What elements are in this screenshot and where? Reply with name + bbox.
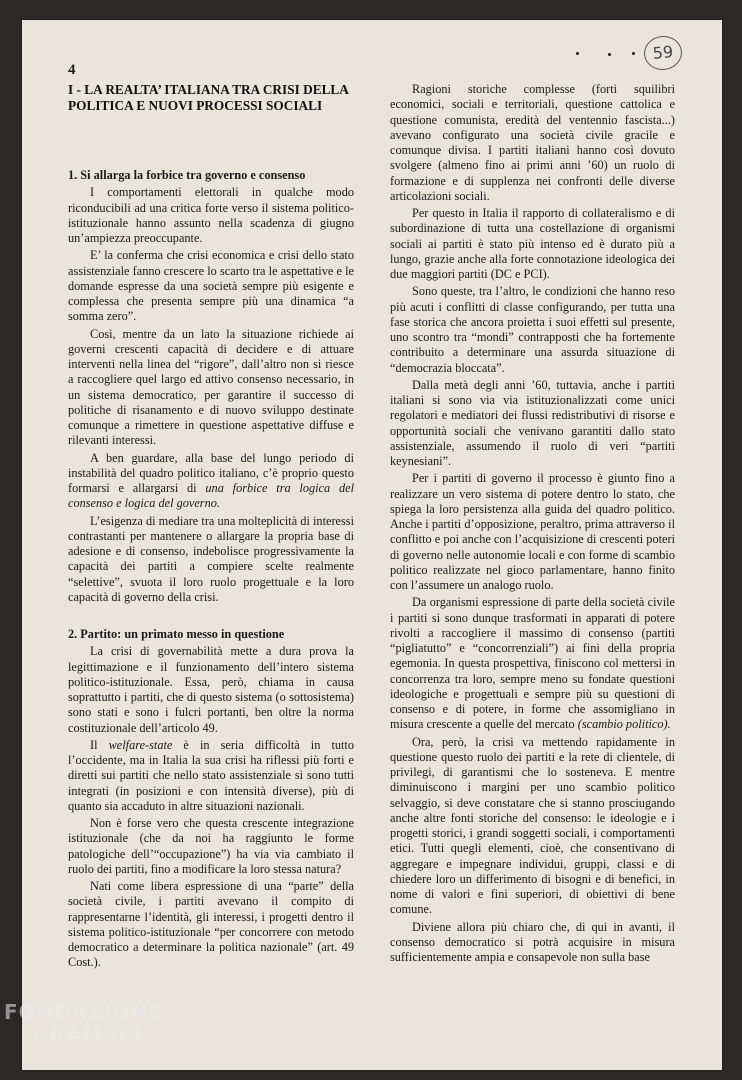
paragraph: I comportamenti elettorali in qualche modo riconducibili ad una critica forte verso il sistema politico-istituzionale hanno assunto nella scadenza di giugno un’ampiezza preoccupante. [68, 185, 354, 245]
emphasis-text: una forbice tra logica del consenso e logica del governo. [68, 481, 354, 511]
emphasis-text: (scambio politico). [577, 717, 671, 732]
watermark-name: GRAMSCI [32, 1022, 143, 1046]
paragraph: Ragioni storiche complesse (forti squilibri economici, sociali e territoriali, questione cattolica e questione comunista, eredità del ventennio fascista...) avevano configurato una società civile gracile e comunque divisa. I partiti italiani hanno così dovuto svolgere (almeno fino ai primi anni ’60) un ruolo di formazione e di supplenza nei confronti delle diverse articolazioni sociali. [390, 82, 675, 203]
page-number: 4 [68, 62, 76, 78]
paragraph-text: è in seria difficoltà in tutto l’occidente, ma in Italia la sua crisi ha riflessi più forti e diretti sui partiti che nello stato assistenziale si sono tutti integrati (in posizioni e con intensità diverse), più di quanto sia accaduto in altre situazioni nazionali. [68, 737, 354, 813]
paragraph: Per questo in Italia il rapporto di collateralismo e di subordinazione di tutta una costellazione di organismi sociali ai partiti è stato più intenso ed è durato più a lungo, grazie anche alla forte connotazione ideologica dei due maggiori partiti (DC e PCI). [390, 206, 675, 281]
paragraph-text: A ben guardare, alla base del lungo periodo di instabilità del quadro politico italiano, c’è proprio questo formarsi e allargarsi di [68, 450, 354, 495]
watermark-line-1: FONDAZIONE [4, 1000, 163, 1024]
left-column [68, 168, 354, 973]
paragraph: Per i partiti di governo il processo è giunto fino a realizzare un vero sistema di potere dentro lo stato, che spiega la loro persistenza alla guida del quadro politico. Anche i partiti d’opposizione, peraltro, prima attraverso il conflitto e poi anche con l’acquisizione di crescenti poteri di governo nelle autonomie locali e con forme di scambio politico realizzate nel gioco parlamentare, hanno finito con l’assumere un analogo ruolo. [390, 471, 675, 592]
paragraph: E’ la conferma che crisi economica e crisi dello stato assistenziale fanno crescere lo scarto tra le aspettative e le domande espresse da una società sempre più esigente e complessa che presenta sempre più una dinamica “a somma zero”. [68, 248, 354, 324]
watermark-line-2 [32, 1022, 173, 1046]
paragraph: Non è forse vero che questa crescente integrazione istituzionale (che da noi ha raggiunto le forme patologiche dell’“occupazione”) ha via via cambiato il ruolo dei partiti, fino a modificare la loro stessa natura? [68, 816, 354, 876]
section-title: I - LA REALTA’ ITALIANA TRA CRISI DELLA POLITICA E NUOVI PROCESSI SOCIALI [68, 82, 349, 113]
ink-dot [632, 52, 635, 55]
ink-dot [608, 53, 611, 56]
paragraph-text: Il [90, 737, 109, 752]
paragraph: Ora, però, la crisi va mettendo rapidamente in questione questo ruolo dei partiti e la rete di clientele, di privilegi, di garantismi che lo sosteneva. E mentre diminuiscono i margini per uno scambio politico selvaggio, si deve constatare che si stanno prosciugando anche altre fonti storiche del consenso: le ideologie e i progetti storici, i grandi soggetti sociali, i comportamenti etici. Tutti quegli elementi, cioè, che consentivano di aggregare e impegnare individui, gruppi, classi e di chiedere loro un differimento di bisogni e di benefici, in nome di valori e fini superiori, di obiettivi di bene comune. [390, 734, 675, 917]
handwritten-page-annotation: 59 [642, 34, 683, 72]
watermark-suffix: onlus [148, 1034, 173, 1044]
subsection-heading-2: 2. Partito: un primato messo in questione [68, 627, 285, 641]
paragraph: Dalla metà degli anni ’60, tuttavia, anche i partiti italiani si sono via via istituzionalizzati come unici regolatori e mediatori dei flussi redistributivi di risorse e opportunità sociali che venivano garantiti dallo stato assistenziale, assumendo il ruolo di veri “partiti keynesiani”. [390, 377, 675, 468]
paragraph: L’esigenza di mediare tra una molteplicità di interessi contrastanti per mantenere o allargare la propria base di adesione e di consenso, indebolisce progressivamente la capacità dei partiti a compiere scelte realmente “selettive”, svuota il loro ruolo progettuale e la loro capacità di governo della crisi. [68, 513, 354, 604]
paragraph: Nati come libera espressione di una “parte” della società civile, i partiti avevano il compito di rappresentarne l’identità, gli interessi, i progetti dentro il sistema politico-istituzionale “per concorrere con metodo democratico a determinare la politica nazionale” (art. 49 Cost.). [68, 879, 354, 970]
paragraph [390, 595, 675, 732]
paragraph [68, 738, 354, 814]
paragraph: Diviene allora più chiaro che, di qui in avanti, il consenso democratico si potrà acquisire in misura sufficientemente ampia e consapevole non sulla base [390, 919, 675, 964]
paragraph: Così, mentre da un lato la situazione richiede ai governi crescenti capacità di decidere e di attuare interventi nella linea del “rigore”, dall’altro non si riesce a raccogliere quel largo ed attivo consenso necessario, in un sistema democratico, per garantire il successo di politiche di risanamento e di nuovo sviluppo destinate comunque a rimettere in questione aspettative diffuse e rilevanti interessi. [68, 326, 354, 448]
fondazione-gramsci-watermark [4, 1000, 173, 1046]
emphasis-text: welfare-state [108, 737, 173, 752]
paragraph-text: Da organismi espressione di parte della società civile i partiti si sono dunque trasformati in apparati di potere rivolti a raccogliere il massimo di consenso (partiti “pigliatutto” e “concorrenziali”) ai fini della propria egemonia. In questa prospettiva, finiscono col mettersi in concorrenza tra loro, sempre meno su fondate questioni ideologiche e progettuali e sempre più su questioni di consenso e di potere, in forme che assomigliano in misura crescente a quelle del mercato [390, 595, 675, 732]
subsection-heading-1: 1. Si allarga la forbice tra governo e consenso [68, 168, 306, 182]
paragraph: Sono queste, tra l’altro, le condizioni che hanno reso più acuti i conflitti di classe configurando, per tutta una fase storica che ancora proietta i suoi effetti sul presente, uno scontro tra “mondi” contrapposti che ha fortemente contribuito a determinare una assurda situazione di “democrazia bloccata”. [390, 284, 675, 375]
ink-dot [576, 52, 579, 55]
right-column [390, 82, 675, 967]
paragraph [68, 451, 354, 512]
paragraph: La crisi di governabilità mette a dura prova la legittimazione e il funzionamento dell’intero sistema politico-istituzionale. Essa, però, chiama in causa soprattutto i partiti, che di questo sistema (o sottosistema) sono stati e sono i fulcri portanti, ben oltre la norma costituzionale dell’articolo 49. [68, 644, 354, 735]
